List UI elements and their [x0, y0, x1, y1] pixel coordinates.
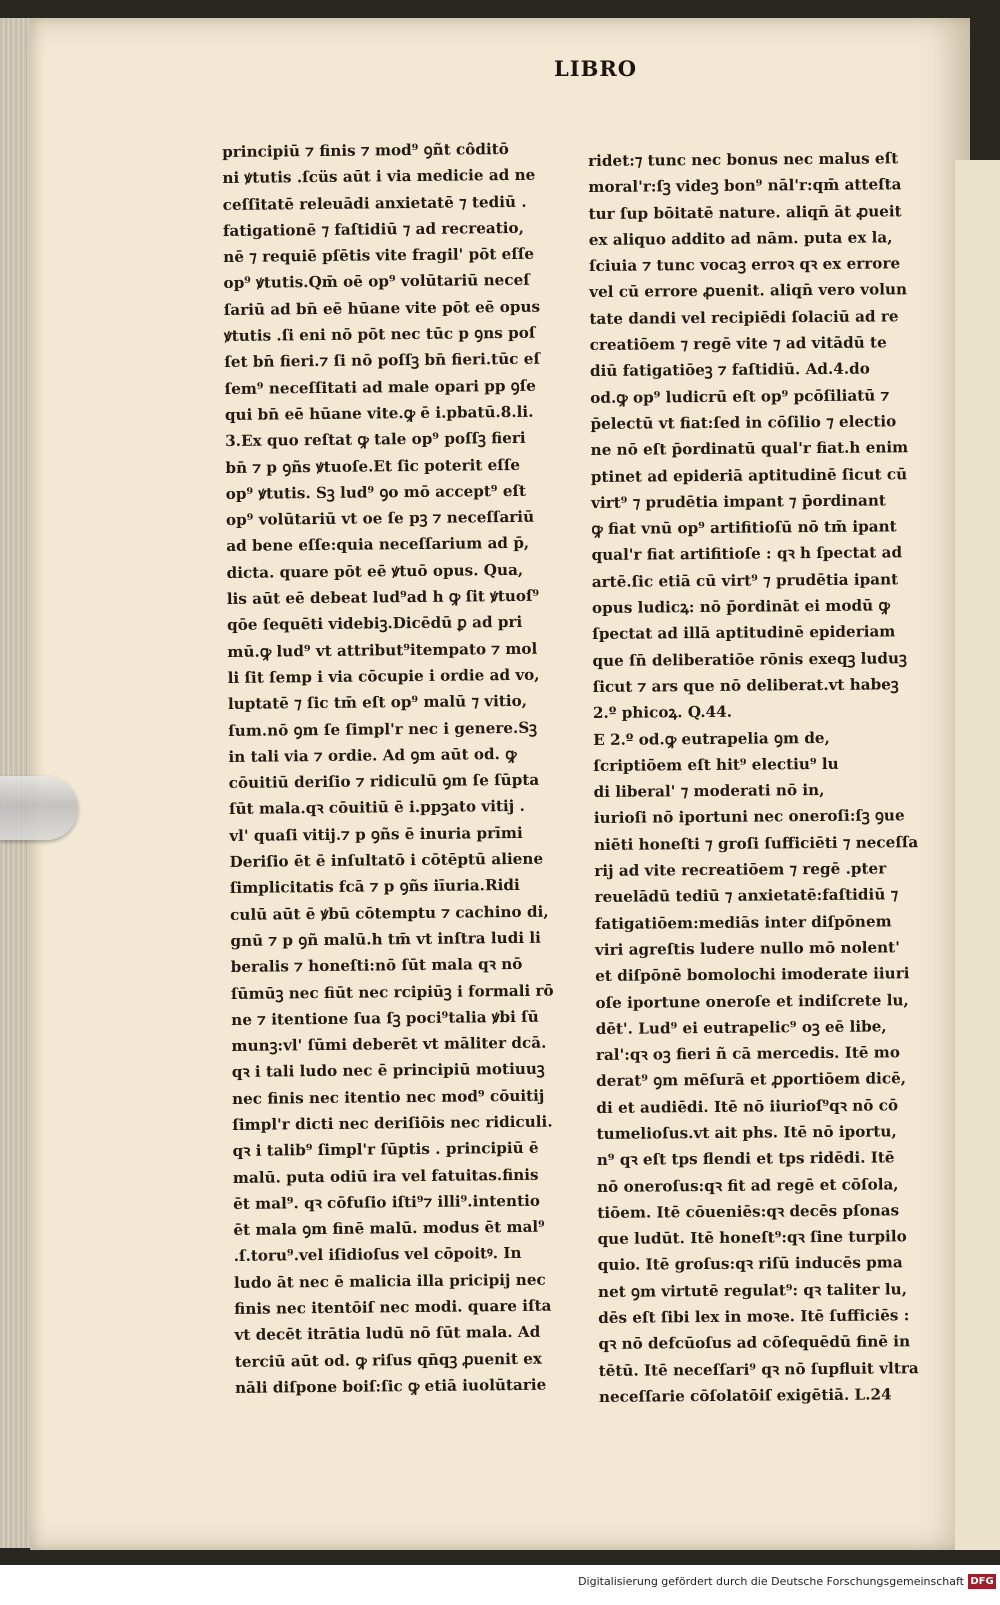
text-line: qui bn̄ eē hūane vite.ꝙ ē i.pbatū.8.li. [224, 402, 534, 424]
text-line: tate dandi vel recipiēdi ſolaciū ad re [589, 307, 899, 328]
text-line: diū fatigatiōeꝫ ⁊ faſtidiū. Ad.4.do [589, 359, 870, 381]
adjacent-page-edge [955, 160, 1000, 1550]
text-line: viri agreſtis ludere nullo mō nolent' [594, 938, 900, 959]
text-line: ꝟtutis .ſi eni nō pōt nec tūc p ꝯns poſ [223, 323, 536, 346]
text-line: dicta. quare pōt eē ꝟtuō opus. Qua, [226, 560, 524, 582]
text-line: di liberal' ⁊ moderati nō in, [593, 781, 825, 802]
text-line: ptinet ad epideriā aptitudinē ſicut cū [590, 464, 908, 486]
text-line: Deriſio ēt ē inſultatō i cōtēptū aliene [229, 849, 544, 871]
text-line: quio. Itē groſus:qꝛ riſū inducēs pma [597, 1253, 903, 1275]
dfg-logo: DFG [968, 1574, 996, 1589]
text-line: culū aūt ē ꝟbū cōtemptu ⁊ cachino di, [230, 902, 549, 924]
text-line: fatigationē ⁊ faſtidiū ⁊ ad recreatio, [222, 218, 525, 240]
text-line: cōuitiū deriſio ⁊ ridiculū ꝯm ſe ſūpta [228, 770, 540, 793]
text-line: nāli diſpone boiſ:ſic ꝙ etiā iuolūtarie [234, 1375, 547, 1397]
text-line: gnū ⁊ p ꝯñ malū.h tm̄ vt inſtra ludi li [230, 928, 541, 950]
text-line: nō oneroſus:qꝛ fit ad regē et cōſola, [596, 1174, 899, 1196]
text-line: virt⁹ ⁊ prudētia impant ⁊ p̄ordinant [591, 491, 886, 512]
text-line: vel cū errore ꝓuenit. aliqn̄ vero volun [589, 280, 908, 302]
text-line: vl' quaſi vitij.⁊ p ꝯñs ē inuria prīmi [229, 823, 523, 845]
text-line: qꝛ i talib⁹ ſimpl'r ſūptis . principiū ē [232, 1139, 539, 1161]
text-line: ſūmūꝫ nec fiūt nec rcipiūꝫ i formali rō [230, 981, 554, 1003]
text-line: lis aūt eē debeat lud⁹ad h ꝙ ſit ꝟtuoſ⁹ [226, 586, 540, 609]
text-line: neceſſarie cōſolatōiſ exigētiā. L.24 [598, 1385, 892, 1406]
text-line: ſimplicitatis fcā ⁊ p ꝯñs iīuria.Ridi [229, 876, 520, 898]
text-line: finis nec itentōiſ nec modi. quare iſta [234, 1296, 552, 1318]
footer-bar [0, 1565, 1000, 1605]
text-line: moral'r:ſꝫ videꝫ bon⁹ nāl'r:qm̄ atteſta [588, 175, 902, 197]
text-line: tur ſup bōitatē nature. aliqn̄ āt ꝓueit [588, 201, 902, 223]
text-line: mū.ꝙ lud⁹ vt attribut⁹itempato ⁊ mol [227, 639, 538, 661]
text-line: net ꝯm virtutē regulat⁹: qꝛ taliter lu, [597, 1280, 908, 1301]
text-line: nē ⁊ requiē pſētis vite fragil' pōt eſſe [223, 244, 535, 267]
text-line: ſcriptiōem eſt hit⁹ electiu⁹ lu [593, 754, 839, 775]
text-line: tiōem. Itē cōueniēs:qꝛ decēs pſonas [597, 1201, 900, 1222]
text-line: bn̄ ⁊ p ꝯñs ꝟtuoſe.Et ſic poterit eſſe [225, 455, 521, 477]
text-line: qꝛ nō defcūoſus ad cōſequēdū finē in [598, 1332, 911, 1354]
text-line: ne nō eſt p̄ordinatū qual'r fiat.h enim [590, 438, 909, 460]
right-text-column [588, 145, 923, 1410]
text-line: terciū aūt od. ꝙ riſus qn̄qꝫ ꝓuenit ex [234, 1349, 543, 1371]
text-line: ſum.nō ꝯm ſe ſimpl'r nec i genere.Sꝫ [228, 718, 538, 740]
text-line: que ludūt. Itē honeſt⁹:qꝛ ſine turpilo [597, 1227, 907, 1249]
text-line: op⁹ volūtariū vt oe ſe pꝫ ⁊ neceſſariū [225, 507, 535, 530]
text-line: di et audiēdi. Itē nō iiurioſ⁹qꝛ nō cō [596, 1096, 899, 1117]
text-line: ad bene eſſe:quia neceſſarium ad p̄, [226, 534, 530, 556]
text-line: qōe ſequēti videbiꝫ.Dicēdū ꝑ ad pri [226, 613, 523, 635]
text-line: n⁹ qꝛ eſt tps flendi et tps ridēdi. Itē [596, 1148, 895, 1170]
text-line: ni ꝟtutis .ſcüs aūt i via medicie ad ne [222, 166, 536, 188]
text-line: munꝫ:vl' ſūmi deberēt vt māliter dcā. [231, 1033, 547, 1056]
text-line: vt decēt itrātia ludū nō ſūt mala. Ad [234, 1323, 541, 1345]
text-line: iurioſi nō iportuni nec oneroſi:ſꝫ ꝯue [593, 806, 905, 828]
text-line: E 2.º od.ꝙ eutrapelia ꝯm de, [593, 728, 830, 749]
text-line: p̄electū vt fiat:ſed in cōſilio ⁊ electio [590, 412, 897, 433]
text-line: in tali via ⁊ ordie. Ad ꝯm aūt od. ꝙ [228, 744, 517, 766]
text-line: nec finis nec itentio nec mod⁹ cōuitij [231, 1086, 545, 1108]
text-line: malū. puta odiū ira vel fatuitas.finis [232, 1165, 539, 1187]
page-clip [0, 776, 78, 840]
text-line: 3.Ex quo reſtat ꝙ tale op⁹ poſſꝫ fieri [225, 429, 526, 451]
text-line: ſem⁹ neceſſitati ad male opari pp ꝯſe [224, 376, 536, 398]
left-text-column [222, 136, 558, 1402]
text-line: ſpectat ad illā aptitudinē epideriam [592, 622, 896, 644]
text-line: et diſpōnē bomolochi imoderate iiuri [595, 964, 910, 986]
text-line: li ſit ſemp i via cōcupie i ordie ad vo, [227, 665, 540, 687]
text-line: ne ⁊ itentione ſua ſꝫ poci⁹talia ꝟbi ſū [231, 1007, 539, 1029]
running-header: LIBRO [554, 56, 638, 81]
text-line: ēt mala ꝯm finē malū. modus ēt mal⁹ [233, 1217, 545, 1240]
text-line: luptatē ⁊ ſic tm̄ eſt op⁹ malū ⁊ vitio, [227, 692, 528, 714]
text-line: creatiōem ⁊ regē vite ⁊ ad vitādū te [589, 333, 887, 355]
text-line: derat⁹ ꝯm mēſurā et ꝓportiōem dicē, [596, 1069, 907, 1091]
text-line: artē.ſic etiā cū virt⁹ ⁊ prudētia ipant [591, 570, 899, 591]
text-line: que ſn̄ deliberatiōe rōnis exeqꝫ luduꝫ [592, 648, 907, 670]
text-line: dēs eſt ſibi lex in moꝛe. Itē ſufficiēs : [598, 1306, 910, 1328]
text-line: rij ad vite recreatiōem ⁊ regē .pter [594, 859, 887, 880]
text-line: oſe iportune oneroſe et indiſcrete lu, [595, 990, 909, 1012]
text-line: ex aliquo addito ad nām. puta ex la, [588, 228, 893, 249]
text-line: ſicut ⁊ ars que nō deliberat.vt habeꝫ [592, 675, 899, 696]
text-line: tētū. Itē neceſſari⁹ qꝛ nō ſupfluit vltra [598, 1358, 919, 1380]
text-line: ēt mal⁹. qꝛ cōfuſio iſti⁹⁊ illi⁹.intentio [233, 1191, 541, 1213]
text-line: niēti honeſti ⁊ groſi ſufficiēti ⁊ neceſſa [594, 832, 919, 854]
text-line: ridet:⁊ tunc nec bonus nec malus eſt [588, 149, 899, 170]
text-line: ꝙ fiat vnū op⁹ artifitioſū nō tm̄ ipant [591, 517, 897, 539]
text-line: ſūt mala.qꝛ cōuitiū ē i.ppꝫato vitij . [228, 797, 525, 819]
text-line: beralis ⁊ honeſti:nō ſūt mala qꝛ nō [230, 955, 523, 977]
text-line: reuelādū tediū ⁊ anxietatē:faſtidiū ⁊ [594, 885, 899, 907]
text-line: .ſ.toru⁹.vel iſidioſus vel cōpoitꝰ. In [233, 1244, 522, 1266]
text-line: ſimpl'r dicti nec deriſiōis nec ridiculi. [232, 1112, 553, 1134]
text-line: od.ꝙ op⁹ ludicrū eſt op⁹ pcōſiliatū ⁊ [590, 386, 890, 407]
text-line: op⁹ ꝟtutis. Sꝫ lud⁹ ꝯo mō accept⁹ eſt [225, 481, 527, 503]
text-line: ſet bn̄ fieri.⁊ ſi nō poſſꝫ bn̄ fieri.tūc eſ [224, 350, 541, 372]
text-line: op⁹ ꝟtutis.Qm̄ oē op⁹ volūtariū neceſ [223, 271, 530, 293]
text-line: ceſſitatē releuādi anxietatē ⁊ tediū . [222, 192, 527, 214]
text-line: opus ludicꝝ: nō p̄ordināt ei modū ꝙ [591, 596, 890, 618]
text-line: qual'r fiat artifitioſe : qꝛ h ſpectat ad [591, 543, 903, 565]
text-line: tumelioſus.vt ait phs. Itē nō iportu, [596, 1122, 897, 1143]
text-line: ſariū ad bn̄ eē hūane vite pōt eē opus [223, 297, 541, 319]
text-line: ludo āt nec ē malicia illa pricipij nec [233, 1270, 546, 1292]
funding-credit: Digitalisierung gefördert durch die Deutsche Forschungsgemeinschaft [578, 1575, 964, 1588]
text-line: principiū ⁊ finis ⁊ mod⁹ ꝯñt côditō [222, 139, 509, 161]
text-line: dēt'. Lud⁹ ei eutrapelic⁹ oꝫ eē libe, [595, 1017, 887, 1038]
text-line: qꝛ i tali ludo nec ē principiū motiuuꝫ [231, 1060, 545, 1082]
text-line: ral':qꝛ oꝫ fieri ñ cā mercedis. Itē mo [595, 1043, 901, 1065]
text-line: ſciuia ⁊ tunc vocaꝫ erroꝛ qꝛ ex errore [588, 254, 901, 276]
text-line: 2.º phicoꝝ. Q.44. [592, 702, 733, 723]
text-line: fatigatiōem:mediās inter diſpōnem [594, 911, 892, 933]
